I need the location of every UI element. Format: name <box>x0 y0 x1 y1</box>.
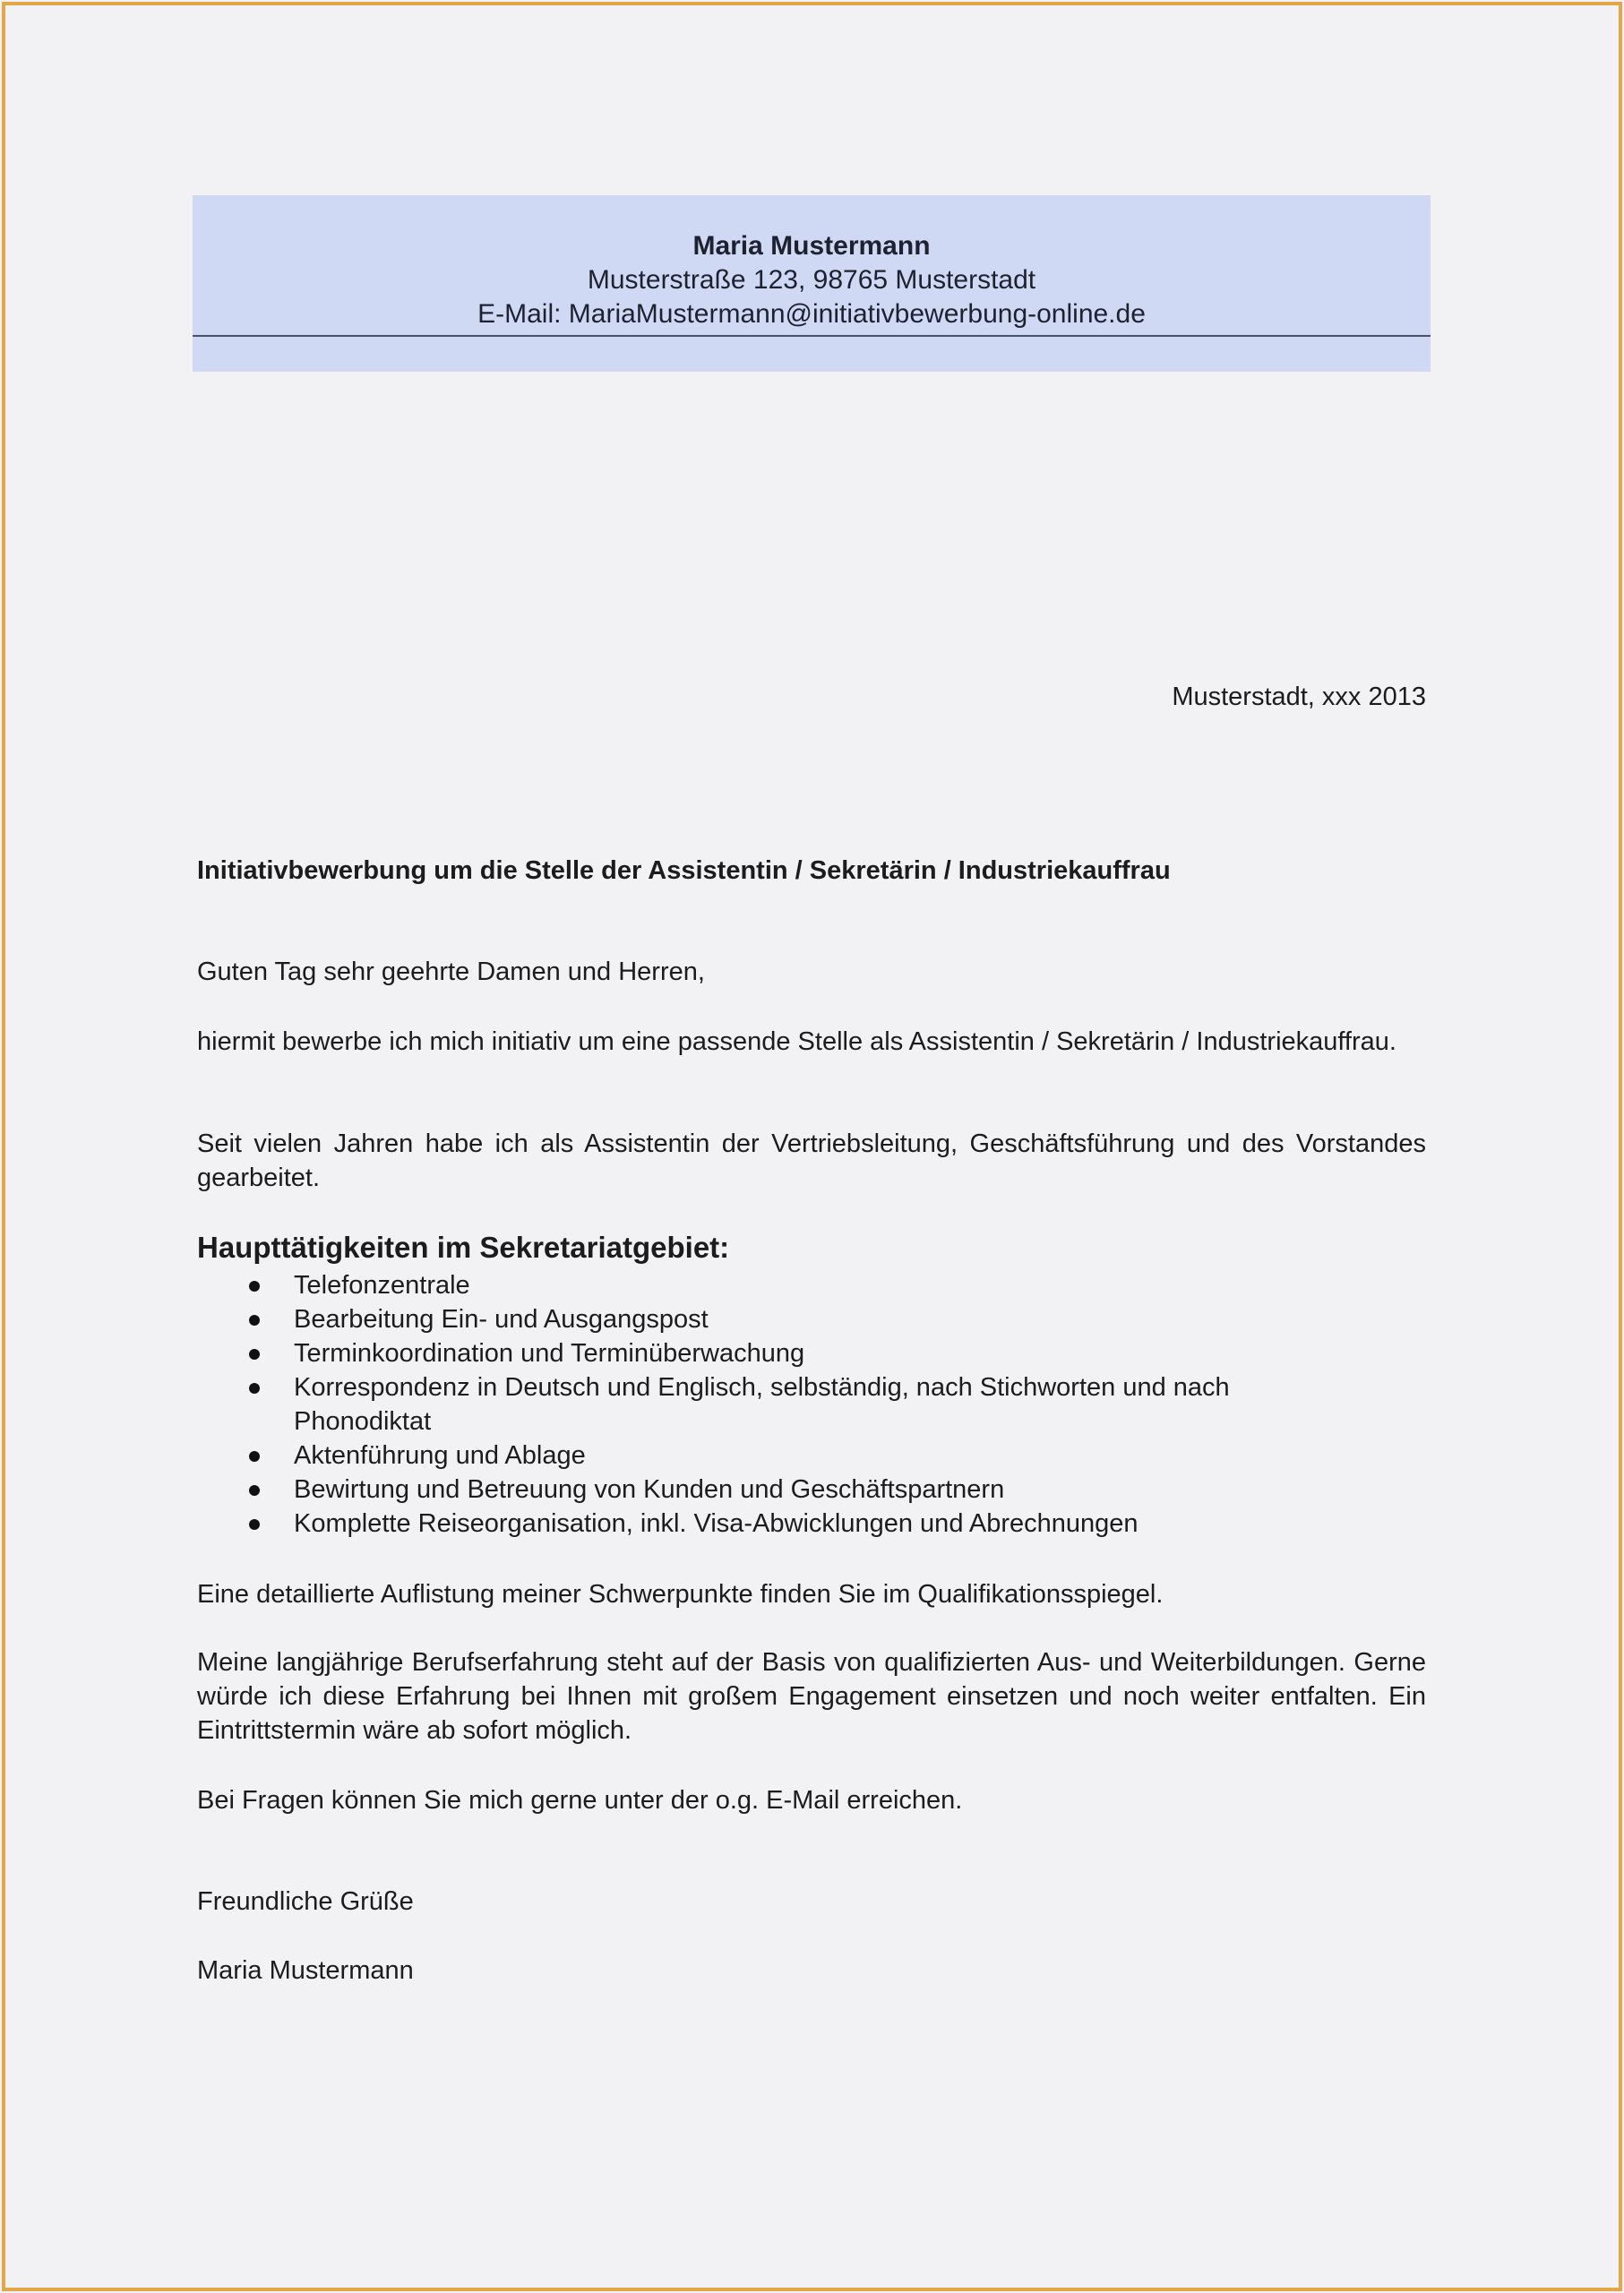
sender-name: Maria Mustermann <box>692 231 931 261</box>
list-item: Bearbeitung Ein- und Ausgangspost <box>197 1302 1362 1336</box>
duties-list <box>197 1268 1362 1541</box>
paragraph: Bei Fragen können Sie mich gerne unter der o.g. E-Mail erreichen. <box>197 1786 963 1815</box>
signature: Maria Mustermann <box>197 1956 414 1985</box>
greeting: Guten Tag sehr geehrte Damen und Herren, <box>197 958 705 986</box>
list-item: Aktenführung und Ablage <box>197 1438 1362 1473</box>
paragraph: Meine langjährige Berufserfahrung steht auf der Basis von qualifizierten Aus- und Weiterbildungen. Gerne würde ich diese Erfahrung bei Ihnen mit großem Engagement einsetzen und noch weiter entfalten. Ein Eintrittstermin wäre ab sofort möglich. <box>197 1648 1426 1745</box>
letterhead <box>193 195 1431 372</box>
list-item: Komplette Reiseorganisation, inkl. Visa-Abwicklungen und Abrechnungen <box>197 1507 1362 1541</box>
paragraph: hiermit bewerbe ich mich initiativ um eine passende Stelle als Assistentin / Sekretärin / Industriekauffrau. <box>197 1027 1396 1056</box>
bullet-icon <box>249 1315 260 1326</box>
section-heading: Haupttätigkeiten im Sekretariatgebiet: <box>197 1231 730 1264</box>
list-item: Bewirtung und Betreuung von Kunden und Geschäftspartnern <box>197 1473 1362 1507</box>
paragraph: Eine detaillierte Auflistung meiner Schwerpunkte finden Sie im Qualifikationsspiegel. <box>197 1580 1164 1609</box>
place-date: Musterstadt, xxx 2013 <box>1172 683 1426 711</box>
header-divider <box>193 335 1431 337</box>
list-item: Telefonzentrale <box>197 1268 1362 1302</box>
sender-email: E-Mail: MariaMustermann@initiativbewerbung-online.de <box>477 299 1146 329</box>
bullet-icon <box>249 1281 260 1292</box>
list-item: Terminkoordination und Terminüberwachung <box>197 1336 1362 1370</box>
bullet-icon <box>249 1485 260 1496</box>
bullet-icon <box>249 1383 260 1394</box>
list-item: Korrespondenz in Deutsch und Englisch, selbständig, nach Stichworten und nach Phonodiktat <box>197 1370 1362 1438</box>
paragraph: Seit vielen Jahren habe ich als Assistentin der Vertriebsleitung, Geschäftsführung und des Vorstandes gearbeitet. <box>197 1129 1426 1192</box>
salutation: Freundliche Grüße <box>197 1887 414 1916</box>
sender-address: Musterstraße 123, 98765 Musterstadt <box>587 265 1036 295</box>
bullet-icon <box>249 1519 260 1530</box>
bullet-icon <box>249 1451 260 1462</box>
bullet-icon <box>249 1349 260 1360</box>
subject-line: Initiativbewerbung um die Stelle der Assistentin / Sekretärin / Industriekauffrau <box>197 856 1171 885</box>
